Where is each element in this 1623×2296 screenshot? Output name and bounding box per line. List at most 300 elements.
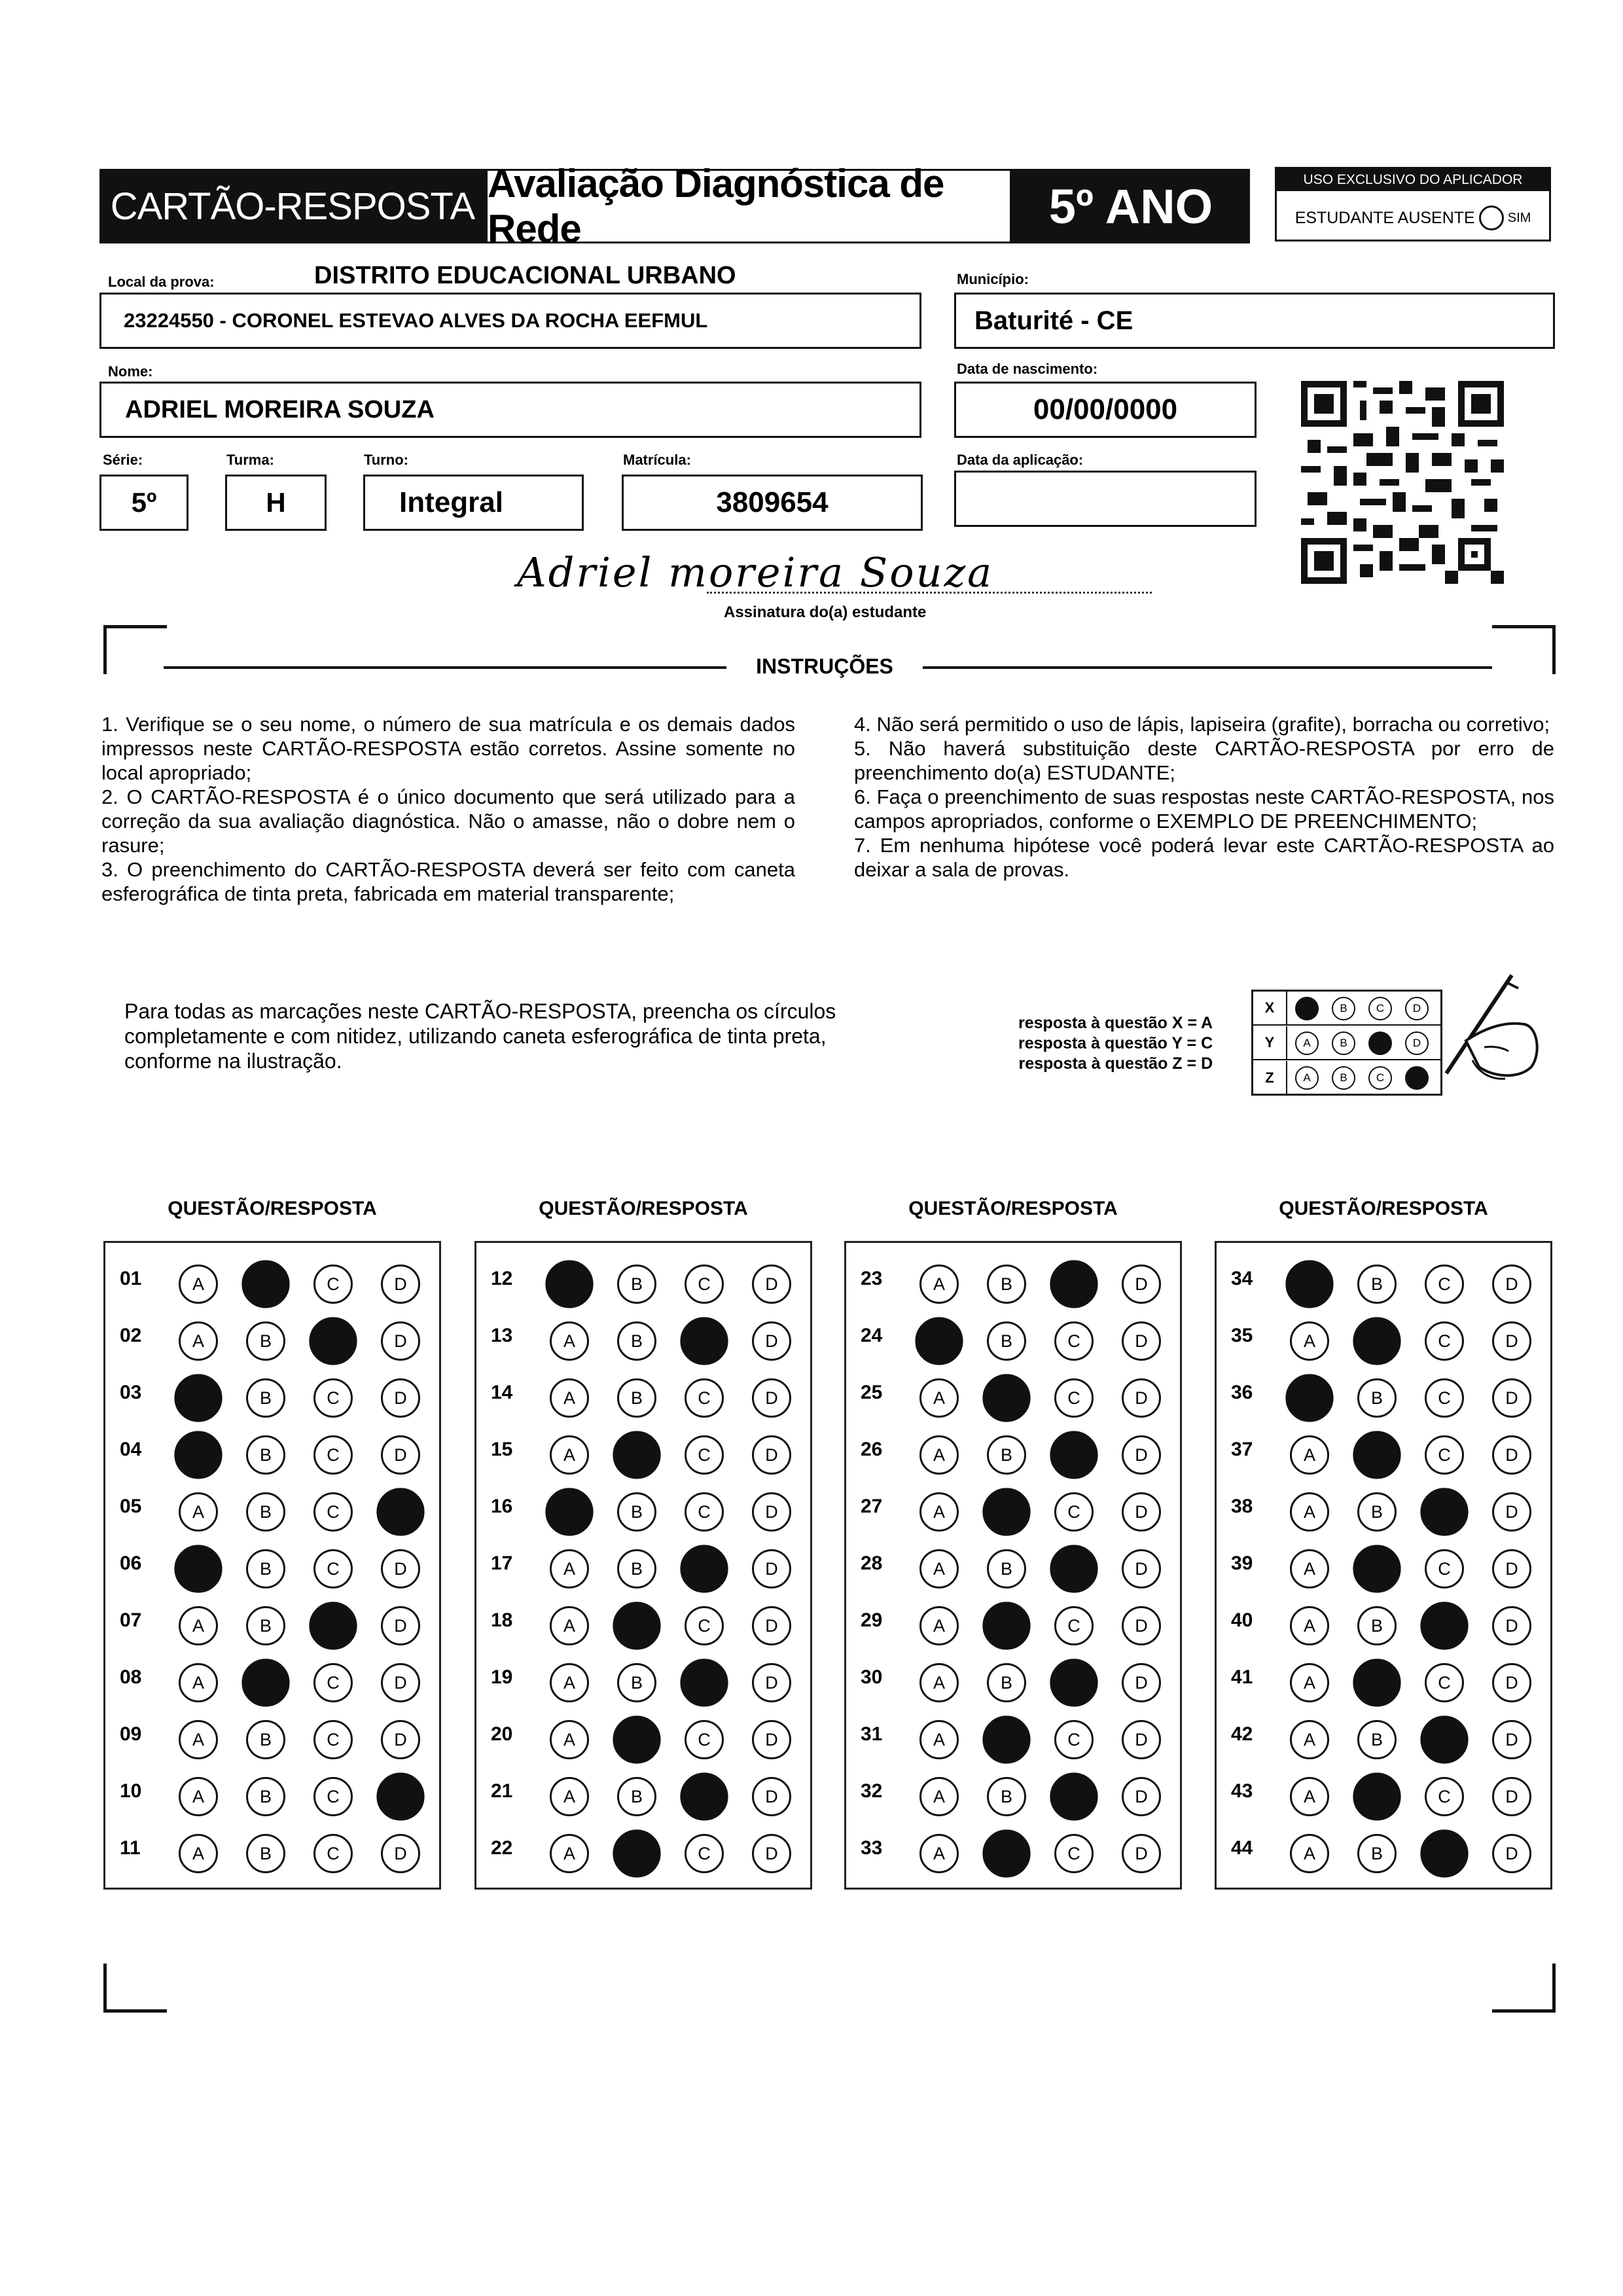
- answer-bubble-b[interactable]: B: [617, 1777, 656, 1816]
- example-bubble: A: [1295, 997, 1319, 1020]
- serie-value: 5º: [131, 487, 157, 518]
- answer-bubble-d[interactable]: D: [1122, 1435, 1161, 1475]
- answer-bubble-a[interactable]: A: [1290, 1321, 1329, 1361]
- answer-bubble-d[interactable]: D: [752, 1663, 791, 1702]
- answer-column: [474, 1241, 812, 1890]
- answer-bubble-d[interactable]: D: [381, 1663, 420, 1702]
- question-row: [476, 1708, 810, 1764]
- answer-bubble-c[interactable]: C: [1054, 1720, 1094, 1759]
- answer-bubble-c[interactable]: C: [1420, 1829, 1468, 1877]
- question-number: 07: [120, 1609, 142, 1631]
- answer-bubble-a[interactable]: A: [1285, 1260, 1333, 1308]
- question-row: [846, 1537, 1180, 1593]
- answer-bubble-c[interactable]: C: [313, 1265, 353, 1304]
- question-row: [846, 1594, 1180, 1650]
- question-number: 14: [491, 1382, 513, 1403]
- answer-bubble-b[interactable]: B: [1357, 1834, 1397, 1873]
- answer-bubble-a[interactable]: A: [919, 1663, 959, 1702]
- answer-bubble-b[interactable]: B: [1357, 1378, 1397, 1418]
- answer-bubble-d[interactable]: D: [1122, 1777, 1161, 1816]
- instruction-item: 6. Faça o preenchimento de suas respostas neste CARTÃO-RESPOSTA, nos campos apropriados, conforme o EXEMPLO DE PREENCHIMENTO;: [854, 785, 1554, 833]
- answer-bubble-a[interactable]: A: [915, 1317, 963, 1365]
- answer-bubble-a[interactable]: A: [550, 1606, 589, 1645]
- answer-bubble-c[interactable]: C: [685, 1378, 724, 1418]
- answer-bubble-c[interactable]: C: [1420, 1715, 1468, 1763]
- turno-label: Turno:: [364, 452, 409, 468]
- answer-bubble-d[interactable]: D: [1122, 1549, 1161, 1588]
- answer-bubble-d[interactable]: D: [381, 1321, 420, 1361]
- answer-bubble-b[interactable]: B: [982, 1715, 1030, 1763]
- answer-bubble-c[interactable]: C: [309, 1317, 357, 1365]
- answer-bubble-d[interactable]: D: [1122, 1720, 1161, 1759]
- answer-bubble-c[interactable]: C: [680, 1659, 728, 1706]
- answer-bubble-d[interactable]: D: [381, 1549, 420, 1588]
- answer-bubble-c[interactable]: C: [1054, 1378, 1094, 1418]
- answer-bubble-c[interactable]: C: [1425, 1663, 1464, 1702]
- legend-x: resposta à questão X = A: [1018, 1014, 1213, 1032]
- example-bubble: D: [1405, 1031, 1429, 1055]
- question-row: [1217, 1821, 1550, 1878]
- answer-bubble-b[interactable]: B: [246, 1549, 285, 1588]
- column-header: QUESTÃO/RESPOSTA: [908, 1198, 1118, 1219]
- nome-value: ADRIEL MOREIRA SOUZA: [125, 395, 435, 423]
- answer-bubble-b[interactable]: B: [613, 1602, 660, 1649]
- answer-bubble-d[interactable]: D: [1122, 1378, 1161, 1418]
- instruction-item: 3. O preenchimento do CARTÃO-RESPOSTA deverá ser feito com caneta esferográfica de tinta preta, fabricada em material transparente;: [101, 858, 795, 905]
- answer-bubble-b[interactable]: B: [1353, 1659, 1400, 1706]
- answer-bubble-b[interactable]: B: [1357, 1492, 1397, 1532]
- answer-bubble-a[interactable]: A: [919, 1549, 959, 1588]
- answer-bubble-a[interactable]: A: [174, 1374, 222, 1422]
- answer-bubble-b[interactable]: B: [987, 1663, 1026, 1702]
- answer-bubble-a[interactable]: A: [550, 1321, 589, 1361]
- legend-y: resposta à questão Y = C: [1018, 1034, 1213, 1052]
- question-number: 13: [491, 1325, 513, 1346]
- question-row: [1217, 1537, 1550, 1593]
- answer-bubble-c[interactable]: C: [1050, 1545, 1097, 1592]
- question-number: 43: [1231, 1780, 1253, 1802]
- answer-bubble-a[interactable]: A: [179, 1492, 218, 1532]
- question-row: [105, 1252, 439, 1308]
- serie-label: Série:: [103, 452, 143, 468]
- question-row: [476, 1309, 810, 1365]
- answer-bubble-d[interactable]: D: [1492, 1663, 1531, 1702]
- answer-bubble-c[interactable]: C: [1054, 1606, 1094, 1645]
- answer-bubble-d[interactable]: D: [752, 1606, 791, 1645]
- answer-bubble-c[interactable]: C: [1050, 1659, 1097, 1706]
- answer-bubble-b[interactable]: B: [1357, 1720, 1397, 1759]
- column-header: QUESTÃO/RESPOSTA: [539, 1198, 748, 1219]
- answer-bubble-a[interactable]: A: [174, 1431, 222, 1479]
- column-header: QUESTÃO/RESPOSTA: [168, 1198, 377, 1219]
- answer-bubble-c[interactable]: C: [680, 1317, 728, 1365]
- instructions-right: [854, 712, 1554, 882]
- answer-bubble-d[interactable]: D: [1492, 1492, 1531, 1532]
- question-row: [1217, 1366, 1550, 1422]
- answer-bubble-d[interactable]: D: [752, 1720, 791, 1759]
- answer-bubble-d[interactable]: D: [1492, 1606, 1531, 1645]
- answer-bubble-d[interactable]: D: [752, 1777, 791, 1816]
- answer-column: [1215, 1241, 1552, 1890]
- question-number: 33: [861, 1837, 883, 1859]
- absent-checkbox[interactable]: [1479, 206, 1504, 230]
- answer-bubble-a[interactable]: A: [179, 1321, 218, 1361]
- answer-bubble-a[interactable]: A: [550, 1663, 589, 1702]
- question-number: 11: [120, 1837, 141, 1859]
- matricula-value: 3809654: [716, 486, 829, 518]
- answer-bubble-a[interactable]: A: [1290, 1720, 1329, 1759]
- answer-bubble-b[interactable]: B: [246, 1492, 285, 1532]
- answer-bubble-c[interactable]: C: [1054, 1834, 1094, 1873]
- question-row: [846, 1708, 1180, 1764]
- answer-bubble-c[interactable]: C: [685, 1834, 724, 1873]
- answer-bubble-d[interactable]: D: [1492, 1777, 1531, 1816]
- question-number: 23: [861, 1268, 883, 1289]
- question-row: [476, 1594, 810, 1650]
- question-row: [476, 1252, 810, 1308]
- school-field: [99, 293, 921, 349]
- nascimento-value: 00/00/0000: [1033, 393, 1178, 425]
- answer-bubble-d[interactable]: D: [1492, 1321, 1531, 1361]
- absent-option: SIM: [1507, 210, 1531, 225]
- answer-bubble-b[interactable]: B: [982, 1488, 1030, 1535]
- example-bubble: B: [1332, 997, 1355, 1020]
- answer-bubble-c[interactable]: C: [1425, 1321, 1464, 1361]
- question-row: [476, 1480, 810, 1536]
- answer-bubble-b[interactable]: B: [982, 1829, 1030, 1877]
- answer-bubble-b[interactable]: B: [613, 1829, 660, 1877]
- answer-bubble-c[interactable]: C: [313, 1777, 353, 1816]
- answer-bubble-d[interactable]: D: [1122, 1834, 1161, 1873]
- answer-bubble-a[interactable]: A: [550, 1834, 589, 1873]
- answer-bubble-a[interactable]: A: [545, 1260, 593, 1308]
- question-row: [105, 1480, 439, 1536]
- question-row: [846, 1651, 1180, 1707]
- municipio-label: Município:: [957, 271, 1029, 287]
- answer-bubble-c[interactable]: C: [313, 1435, 353, 1475]
- column-header: QUESTÃO/RESPOSTA: [1279, 1198, 1488, 1219]
- question-number: 22: [491, 1837, 513, 1859]
- question-row: [476, 1366, 810, 1422]
- question-row: [1217, 1708, 1550, 1764]
- answer-bubble-a[interactable]: A: [919, 1492, 959, 1532]
- instructions-rule-left: [164, 666, 726, 669]
- card-label: CARTÃO-RESPOSTA: [99, 169, 486, 243]
- aplicacao-field[interactable]: [954, 471, 1257, 527]
- question-number: 27: [861, 1496, 883, 1517]
- answer-bubble-c[interactable]: C: [1420, 1488, 1468, 1535]
- answer-bubble-b[interactable]: B: [617, 1492, 656, 1532]
- answer-bubble-b[interactable]: B: [1353, 1772, 1400, 1820]
- answer-bubble-b[interactable]: B: [987, 1777, 1026, 1816]
- answer-bubble-b[interactable]: B: [617, 1378, 656, 1418]
- answer-bubble-b[interactable]: B: [617, 1321, 656, 1361]
- question-row: [846, 1309, 1180, 1365]
- answer-bubble-c[interactable]: C: [313, 1549, 353, 1588]
- answer-bubble-d[interactable]: D: [1122, 1492, 1161, 1532]
- answer-bubble-d[interactable]: D: [1122, 1663, 1161, 1702]
- example-bubble: C: [1368, 1066, 1392, 1090]
- question-row: [105, 1651, 439, 1707]
- question-number: 31: [861, 1723, 883, 1745]
- answer-bubble-d[interactable]: D: [752, 1265, 791, 1304]
- instructions-rule-right: [923, 666, 1492, 669]
- answer-bubble-a[interactable]: A: [1290, 1606, 1329, 1645]
- answer-bubble-c[interactable]: C: [309, 1602, 357, 1649]
- question-number: 24: [861, 1325, 883, 1346]
- question-number: 08: [120, 1666, 142, 1688]
- question-row: [105, 1821, 439, 1878]
- answer-bubble-d[interactable]: D: [752, 1435, 791, 1475]
- nome-label: Nome:: [108, 363, 153, 380]
- school-value: 23224550 - CORONEL ESTEVAO ALVES DA ROCHA EEFMUL: [124, 309, 708, 332]
- question-row: [105, 1366, 439, 1422]
- question-row: [476, 1821, 810, 1878]
- serie-field: [99, 475, 188, 531]
- signature: Adriel moreira Souza: [517, 548, 994, 596]
- answer-bubble-d[interactable]: D: [1492, 1720, 1531, 1759]
- answer-bubble-c[interactable]: C: [1425, 1435, 1464, 1475]
- answer-bubble-a[interactable]: A: [550, 1549, 589, 1588]
- answer-bubble-a[interactable]: A: [179, 1834, 218, 1873]
- nascimento-field: [954, 382, 1257, 438]
- answer-bubble-c[interactable]: C: [313, 1492, 353, 1532]
- question-row: [1217, 1594, 1550, 1650]
- question-row: [476, 1423, 810, 1479]
- answer-bubble-a[interactable]: A: [179, 1720, 218, 1759]
- absent-row: [1277, 195, 1549, 241]
- answer-bubble-c[interactable]: C: [313, 1663, 353, 1702]
- answer-column: [844, 1241, 1182, 1890]
- answer-bubble-a[interactable]: A: [919, 1720, 959, 1759]
- question-row: [1217, 1480, 1550, 1536]
- answer-bubble-c[interactable]: C: [313, 1378, 353, 1418]
- signature-line: [707, 592, 1152, 594]
- answer-bubble-c[interactable]: C: [680, 1772, 728, 1820]
- example-row-label: X: [1253, 992, 1287, 1024]
- answer-bubble-c[interactable]: C: [685, 1435, 724, 1475]
- answer-bubble-a[interactable]: A: [919, 1606, 959, 1645]
- question-number: 17: [491, 1552, 513, 1574]
- answer-bubble-a[interactable]: A: [550, 1378, 589, 1418]
- answer-bubble-b[interactable]: B: [246, 1321, 285, 1361]
- answer-bubble-d[interactable]: D: [752, 1492, 791, 1532]
- answer-bubble-d[interactable]: D: [381, 1435, 420, 1475]
- answer-bubble-c[interactable]: C: [685, 1265, 724, 1304]
- question-number: 41: [1231, 1666, 1253, 1688]
- answer-bubble-b[interactable]: B: [241, 1659, 289, 1706]
- answer-bubble-d[interactable]: D: [752, 1834, 791, 1873]
- question-row: [846, 1423, 1180, 1479]
- answer-bubble-d[interactable]: D: [1122, 1606, 1161, 1645]
- instruction-item: 2. O CARTÃO-RESPOSTA é o único documento que será utilizado para a correção da sua avaliação diagnóstica. Não o amasse, não o dobre nem o rasure;: [101, 785, 795, 857]
- question-number: 34: [1231, 1268, 1253, 1289]
- signature-label: Assinatura do(a) estudante: [724, 603, 927, 621]
- answer-bubble-a[interactable]: A: [550, 1777, 589, 1816]
- answer-bubble-b[interactable]: B: [982, 1374, 1030, 1422]
- answer-bubble-d[interactable]: D: [381, 1606, 420, 1645]
- answer-bubble-b[interactable]: B: [241, 1260, 289, 1308]
- instructions-left: [101, 712, 795, 906]
- answer-bubble-a[interactable]: A: [1285, 1374, 1333, 1422]
- answer-bubble-b[interactable]: B: [1353, 1431, 1400, 1479]
- answer-bubble-a[interactable]: A: [179, 1606, 218, 1645]
- answer-bubble-a[interactable]: A: [1290, 1663, 1329, 1702]
- answer-bubble-d[interactable]: D: [752, 1549, 791, 1588]
- example-bubble: B: [1332, 1066, 1355, 1090]
- question-row: [1217, 1423, 1550, 1479]
- answer-bubble-c[interactable]: C: [313, 1834, 353, 1873]
- question-row: [105, 1537, 439, 1593]
- answer-bubble-d[interactable]: D: [1492, 1265, 1531, 1304]
- answer-bubble-b[interactable]: B: [1357, 1265, 1397, 1304]
- answer-bubble-a[interactable]: A: [919, 1378, 959, 1418]
- question-number: 36: [1231, 1382, 1253, 1403]
- answer-bubble-b[interactable]: B: [987, 1435, 1026, 1475]
- corner-bottom-left: [103, 1964, 167, 2013]
- answer-bubble-b[interactable]: B: [246, 1606, 285, 1645]
- answer-bubble-b[interactable]: B: [987, 1265, 1026, 1304]
- answer-bubble-c[interactable]: C: [1420, 1602, 1468, 1649]
- instruction-item: 4. Não será permitido o uso de lápis, lapiseira (grafite), borracha ou corretivo;: [854, 713, 1550, 736]
- answer-bubble-b[interactable]: B: [613, 1715, 660, 1763]
- answer-bubble-d[interactable]: D: [381, 1378, 420, 1418]
- answer-column: [103, 1241, 441, 1890]
- instruction-item: 5. Não haverá substituição deste CARTÃO-RESPOSTA por erro de preenchimento do(a) ESTUDANTE;: [854, 737, 1554, 784]
- qr-code-icon: [1301, 381, 1504, 584]
- question-row: [846, 1765, 1180, 1821]
- answer-bubble-c[interactable]: C: [1050, 1260, 1097, 1308]
- answer-bubble-c[interactable]: C: [1425, 1378, 1464, 1418]
- answer-bubble-c[interactable]: C: [685, 1720, 724, 1759]
- answer-bubble-d[interactable]: D: [1492, 1435, 1531, 1475]
- answer-bubble-c[interactable]: C: [1425, 1549, 1464, 1588]
- answer-bubble-b[interactable]: B: [617, 1549, 656, 1588]
- answer-bubble-b[interactable]: B: [1353, 1545, 1400, 1592]
- answer-bubble-c[interactable]: C: [1425, 1777, 1464, 1816]
- answer-bubble-a[interactable]: A: [1290, 1549, 1329, 1588]
- answer-bubble-d[interactable]: D: [1122, 1321, 1161, 1361]
- answer-bubble-a[interactable]: A: [550, 1720, 589, 1759]
- nascimento-label: Data de nascimento:: [957, 361, 1098, 377]
- instruction-item: 7. Em nenhuma hipótese você poderá levar este CARTÃO-RESPOSTA ao deixar a sala de provas.: [854, 834, 1554, 881]
- answer-bubble-c[interactable]: C: [1425, 1265, 1464, 1304]
- answer-bubble-b[interactable]: B: [982, 1602, 1030, 1649]
- turno-value: Integral: [399, 486, 503, 518]
- answer-bubble-c[interactable]: C: [685, 1492, 724, 1532]
- question-number: 40: [1231, 1609, 1253, 1631]
- question-number: 04: [120, 1439, 142, 1460]
- answer-bubble-a[interactable]: A: [1290, 1435, 1329, 1475]
- example-row-label: Y: [1253, 1026, 1287, 1059]
- turma-field: [225, 475, 327, 531]
- answer-bubble-d[interactable]: D: [752, 1321, 791, 1361]
- answer-bubble-b[interactable]: B: [246, 1435, 285, 1475]
- answer-bubble-d[interactable]: D: [381, 1834, 420, 1873]
- answer-bubble-b[interactable]: B: [246, 1777, 285, 1816]
- example-bubble: A: [1295, 1031, 1319, 1055]
- question-number: 26: [861, 1439, 883, 1460]
- question-number: 09: [120, 1723, 142, 1745]
- answer-bubble-c[interactable]: C: [685, 1606, 724, 1645]
- applicator-box: [1275, 167, 1551, 242]
- answer-bubble-b[interactable]: B: [987, 1321, 1026, 1361]
- question-number: 42: [1231, 1723, 1253, 1745]
- answer-bubble-c[interactable]: C: [313, 1720, 353, 1759]
- question-row: [105, 1594, 439, 1650]
- answer-bubble-a[interactable]: A: [1290, 1834, 1329, 1873]
- question-row: [105, 1423, 439, 1479]
- answer-bubble-c[interactable]: C: [1050, 1431, 1097, 1479]
- answer-bubble-b[interactable]: B: [613, 1431, 660, 1479]
- answer-bubble-a[interactable]: A: [1290, 1492, 1329, 1532]
- question-number: 35: [1231, 1325, 1253, 1346]
- example-legend: [1018, 1013, 1213, 1074]
- matricula-label: Matrícula:: [623, 452, 691, 468]
- answer-bubble-a[interactable]: A: [179, 1265, 218, 1304]
- answer-bubble-c[interactable]: C: [680, 1545, 728, 1592]
- question-row: [1217, 1252, 1550, 1308]
- answer-bubble-a[interactable]: A: [179, 1663, 218, 1702]
- answer-bubble-d[interactable]: D: [1492, 1378, 1531, 1418]
- absent-label: ESTUDANTE AUSENTE: [1294, 208, 1475, 227]
- local-value: DISTRITO EDUCACIONAL URBANO: [314, 262, 736, 289]
- question-number: 28: [861, 1552, 883, 1574]
- answer-bubble-a[interactable]: A: [919, 1265, 959, 1304]
- answer-bubble-b[interactable]: B: [617, 1663, 656, 1702]
- answer-bubble-b[interactable]: B: [1353, 1317, 1400, 1365]
- answer-bubble-b[interactable]: B: [246, 1378, 285, 1418]
- answer-bubble-b[interactable]: B: [1357, 1606, 1397, 1645]
- question-number: 44: [1231, 1837, 1253, 1859]
- answer-bubble-a[interactable]: A: [179, 1777, 218, 1816]
- answer-bubble-d[interactable]: D: [376, 1488, 424, 1535]
- answer-bubble-a[interactable]: A: [919, 1777, 959, 1816]
- question-row: [476, 1651, 810, 1707]
- question-number: 19: [491, 1666, 513, 1688]
- corner-top-left: [103, 625, 167, 674]
- answer-bubble-d[interactable]: D: [752, 1378, 791, 1418]
- answer-bubble-d[interactable]: D: [1122, 1265, 1161, 1304]
- answer-bubble-a[interactable]: A: [1290, 1777, 1329, 1816]
- answer-bubble-d[interactable]: D: [381, 1720, 420, 1759]
- answer-bubble-d[interactable]: D: [381, 1265, 420, 1304]
- answer-bubble-d[interactable]: D: [376, 1772, 424, 1820]
- answer-bubble-c[interactable]: C: [1054, 1321, 1094, 1361]
- answer-bubble-a[interactable]: A: [550, 1435, 589, 1475]
- answer-bubble-d[interactable]: D: [1492, 1834, 1531, 1873]
- answer-bubble-a[interactable]: A: [919, 1435, 959, 1475]
- municipio-field: [954, 293, 1555, 349]
- question-number: 30: [861, 1666, 883, 1688]
- question-row: [476, 1537, 810, 1593]
- answer-bubble-b[interactable]: B: [246, 1834, 285, 1873]
- example-row-label: Z: [1253, 1061, 1287, 1095]
- answer-bubble-b[interactable]: B: [246, 1720, 285, 1759]
- question-number: 15: [491, 1439, 513, 1460]
- answer-bubble-d[interactable]: D: [1492, 1549, 1531, 1588]
- answer-bubble-b[interactable]: B: [987, 1549, 1026, 1588]
- answer-bubble-a[interactable]: A: [919, 1834, 959, 1873]
- question-number: 01: [120, 1268, 142, 1289]
- example-text: Para todas as marcações neste CARTÃO-RESPOSTA, preencha os círculos completamente e com nitidez, utilizando caneta esferográfica de tinta preta, conforme na ilustração.: [124, 999, 836, 1073]
- answer-bubble-c[interactable]: C: [1050, 1772, 1097, 1820]
- answer-bubble-a[interactable]: A: [174, 1545, 222, 1592]
- answer-bubble-b[interactable]: B: [617, 1265, 656, 1304]
- answer-bubble-a[interactable]: A: [545, 1488, 593, 1535]
- answer-bubble-c[interactable]: C: [1054, 1492, 1094, 1532]
- corner-top-right: [1492, 625, 1556, 674]
